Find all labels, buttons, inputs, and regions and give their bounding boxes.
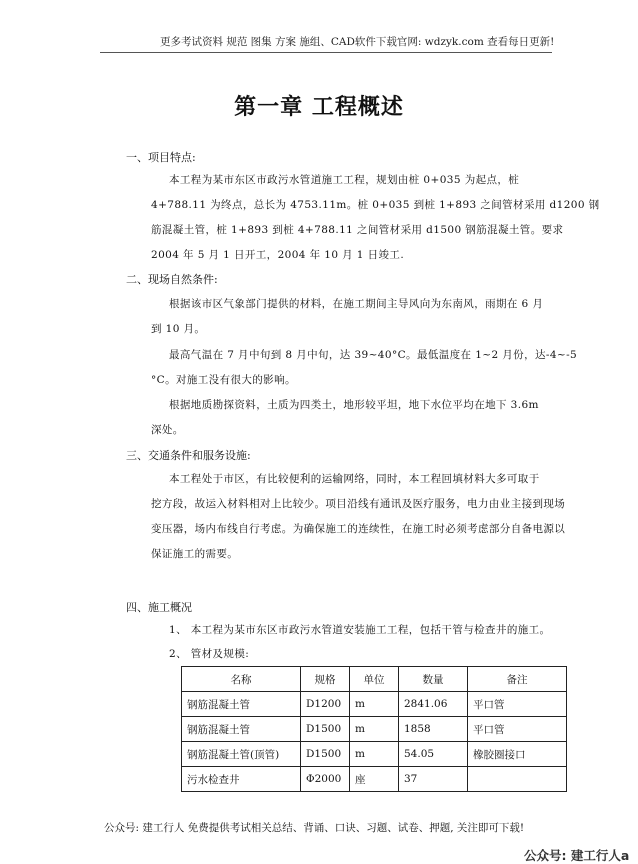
- materials-table: [181, 666, 567, 792]
- table-cell: m: [350, 692, 399, 717]
- paragraph-line: 根据该市区气象部门提供的材料，在施工期间主导风向为东南风，雨期在 6 月: [169, 298, 544, 310]
- paragraph-line: 深处。: [151, 424, 184, 436]
- paragraph-line: 到 10 月。: [151, 323, 206, 335]
- table-cell: 污水检查井: [182, 767, 301, 792]
- table-cell: 钢筋混凝土管(顶管): [182, 742, 301, 767]
- paragraph-line: 保证施工的需要。: [151, 548, 239, 560]
- table-cell: D1500: [301, 717, 350, 742]
- table-row: [182, 692, 567, 717]
- paragraph-line: °C。对施工没有很大的影响。: [151, 374, 296, 386]
- table-header-cell: 规格: [301, 667, 350, 692]
- table-cell: 座: [350, 767, 399, 792]
- table-header-cell: 单位: [350, 667, 399, 692]
- table-cell: 平口管: [468, 692, 567, 717]
- section-heading-3: 三、交通条件和服务设施:: [126, 449, 251, 462]
- section-heading-2: 二、现场自然条件:: [126, 273, 218, 286]
- table-header-cell: 名称: [182, 667, 301, 692]
- table-cell: 54.05: [399, 742, 468, 767]
- paragraph-line: 最高气温在 7 月中旬到 8 月中旬，达 39~40°C。最低温度在 1~2 月份，达-4~-5: [169, 349, 578, 361]
- table-cell: 钢筋混凝土管: [182, 692, 301, 717]
- paragraph-line: 变压器，场内布线自行考虑。为确保施工的连续性，在施工时必须考虑部分自备电源以: [151, 523, 566, 535]
- table-header-row: [182, 667, 567, 692]
- paragraph-line: 本工程为某市东区市政污水管道施工工程，规划由桩 0+035 为起点，桩: [169, 174, 520, 186]
- table-cell: 橡胶圈接口: [468, 742, 567, 767]
- table-row: [182, 717, 567, 742]
- table-cell: 2841.06: [399, 692, 468, 717]
- list-item: 1、 本工程为某市东区市政污水管道安装施工工程，包括干管与检查井的施工。: [169, 624, 551, 636]
- paragraph-line: 2004 年 5 月 1 日开工，2004 年 10 月 1 日竣工.: [151, 249, 405, 261]
- table-cell: m: [350, 742, 399, 767]
- table-cell: m: [350, 717, 399, 742]
- table-cell: Φ2000: [301, 767, 350, 792]
- header-divider: [100, 52, 552, 53]
- section-heading-1: 一、项目特点:: [126, 151, 196, 164]
- paragraph-line: 挖方段，故运入材料相对上比较少。项目沿线有通讯及医疗服务，电力由业主接到现场: [151, 498, 566, 510]
- table-cell: [468, 767, 567, 792]
- section-heading-4: 四、施工概况: [126, 601, 192, 614]
- table-header-cell: 备注: [468, 667, 567, 692]
- table-cell: 钢筋混凝土管: [182, 717, 301, 742]
- table-cell: 1858: [399, 717, 468, 742]
- table-row: [182, 767, 567, 792]
- brand-watermark: 公众号: 建工行人a: [524, 848, 630, 863]
- table-cell: 平口管: [468, 717, 567, 742]
- table-row: [182, 742, 567, 767]
- page-footer-text: 公众号: 建工行人 免费提供考试相关总结、背诵、口诀、习题、试卷、押题, 关注即可下载!: [104, 822, 525, 834]
- page-header-text: 更多考试资料 规范 图集 方案 施组、CAD软件下载官网: wdzyk.com 查看每日更新!: [160, 36, 555, 48]
- paragraph-line: 本工程处于市区，有比较便利的运输网络，同时，本工程回填材料大多可取于: [169, 473, 540, 485]
- table-cell: 37: [399, 767, 468, 792]
- table-cell: D1200: [301, 692, 350, 717]
- table-cell: D1500: [301, 742, 350, 767]
- chapter-title: 第一章 工程概述: [234, 95, 404, 120]
- list-item: 2、 管材及规模:: [169, 648, 250, 660]
- paragraph-line: 根据地质勘探资料，土质为四类土，地形较平坦，地下水位平均在地下 3.6m: [169, 399, 539, 411]
- paragraph-line: 筋混凝土管，桩 1+893 到桩 4+788.11 之间管材采用 d1500 钢筋混凝土管。要求: [151, 224, 564, 236]
- table-header-cell: 数量: [399, 667, 468, 692]
- paragraph-line: 4+788.11 为终点，总长为 4753.11m。桩 0+035 到桩 1+893 之间管材采用 d1200 钢: [151, 199, 600, 211]
